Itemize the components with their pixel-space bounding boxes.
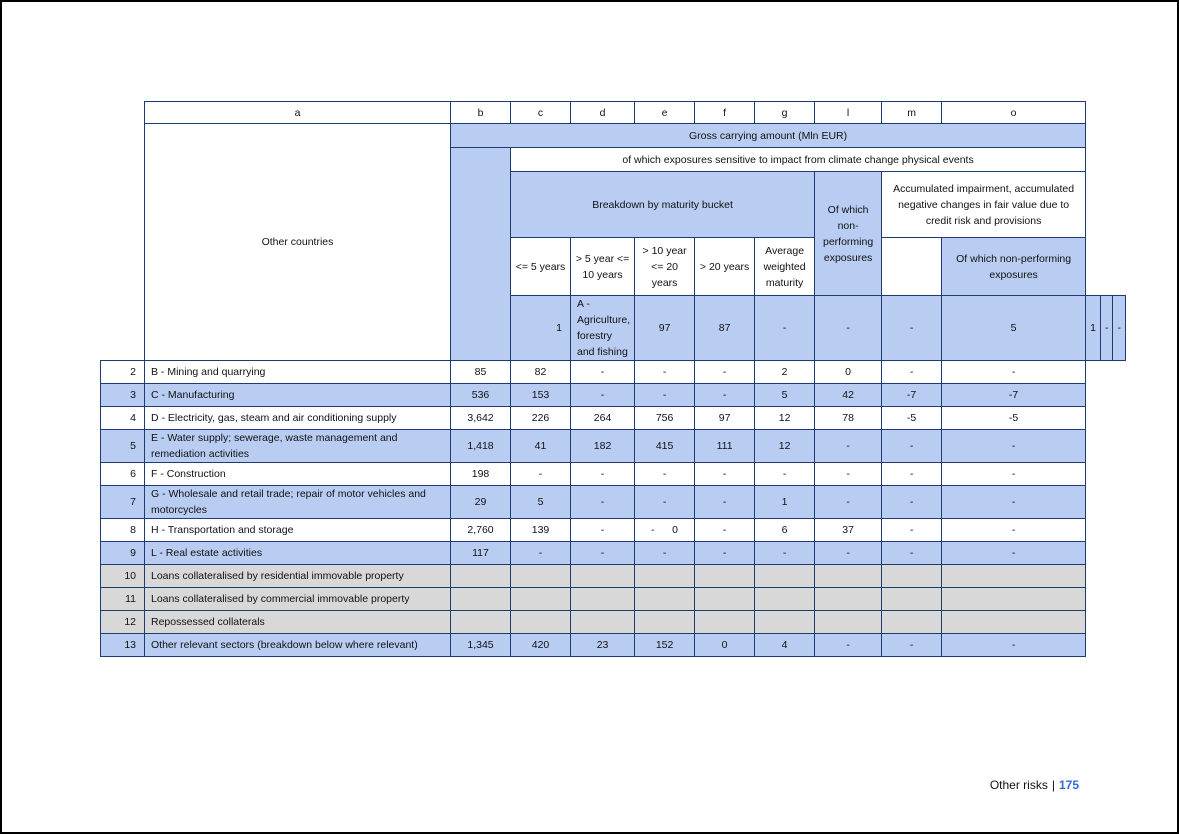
cell-e: - [635, 384, 695, 407]
column-letter-row [101, 102, 1126, 124]
cell-c [511, 588, 571, 611]
cell-o: - [942, 486, 1086, 519]
cell-d: - [571, 463, 635, 486]
cell-l: - [815, 634, 882, 657]
row-label: B - Mining and quarrying [145, 361, 451, 384]
cell-b: 85 [451, 361, 511, 384]
cell-f [695, 611, 755, 634]
row-label: Repossessed collaterals [145, 611, 451, 634]
column-letter: b [451, 102, 511, 124]
cell-m: -7 [882, 384, 942, 407]
page-footer [990, 778, 1079, 792]
cell-c [511, 611, 571, 634]
row-number: 10 [101, 565, 145, 588]
cell-g: - [755, 542, 815, 565]
cell-o: -5 [942, 407, 1086, 430]
cell-b: 3,642 [451, 407, 511, 430]
cell-e [635, 611, 695, 634]
cell-e [635, 588, 695, 611]
npe-header: Of which non-performing exposures [815, 172, 882, 296]
cell-g: 5 [942, 296, 1086, 361]
cell-m: - [1100, 296, 1113, 361]
table-row [101, 542, 1126, 565]
cell-e: - [635, 361, 695, 384]
cell-f: - [882, 296, 942, 361]
cell-d [571, 565, 635, 588]
cell-f: - [695, 519, 755, 542]
header-row-gross [101, 124, 1126, 148]
cell-d: - [571, 519, 635, 542]
bucket-header: Average weighted maturity [755, 238, 815, 296]
row-label: L - Real estate activities [145, 542, 451, 565]
cell-g [755, 565, 815, 588]
cell-g: 5 [755, 384, 815, 407]
cell-b: 117 [451, 542, 511, 565]
table-row [101, 430, 1126, 463]
cell-o: - [942, 542, 1086, 565]
cell-l [815, 588, 882, 611]
climate-exposure-table [100, 101, 1126, 657]
cell-e: - [635, 463, 695, 486]
cell-m: - [882, 430, 942, 463]
cell-e: 152 [635, 634, 695, 657]
table-row [101, 634, 1126, 657]
column-letter: d [571, 102, 635, 124]
row-number: 7 [101, 486, 145, 519]
cell-c: 153 [511, 384, 571, 407]
cell-o: - [942, 430, 1086, 463]
cell-l: 78 [815, 407, 882, 430]
gross-carrying-amount-header: Gross carrying amount (Mln EUR) [451, 124, 1086, 148]
cell-f [695, 588, 755, 611]
cell-d: - [755, 296, 815, 361]
row-label: E - Water supply; sewerage, waste management and remediation activities [145, 430, 451, 463]
cell-o: - [1113, 296, 1126, 361]
cell-d [571, 588, 635, 611]
cell-m: - [882, 519, 942, 542]
cell-l: - [815, 463, 882, 486]
table-row [101, 519, 1126, 542]
column-letter: f [695, 102, 755, 124]
row-label: G - Wholesale and retail trade; repair of motor vehicles and motorcycles [145, 486, 451, 519]
cell-l: 42 [815, 384, 882, 407]
cell-b: 97 [635, 296, 695, 361]
cell-c: 87 [695, 296, 755, 361]
row-number: 8 [101, 519, 145, 542]
cell-m: - [882, 463, 942, 486]
table-row [101, 565, 1126, 588]
cell-e: - [815, 296, 882, 361]
row-number: 9 [101, 542, 145, 565]
sensitive-exposures-header: of which exposures sensitive to impact from climate change physical events [511, 148, 1086, 172]
impairment-m-header-cell [882, 238, 942, 296]
cell-m [882, 588, 942, 611]
corner-cell [101, 102, 145, 124]
cell-b: 1,345 [451, 634, 511, 657]
row-number: 3 [101, 384, 145, 407]
cell-o: - [942, 463, 1086, 486]
row-number: 4 [101, 407, 145, 430]
column-letter: l [815, 102, 882, 124]
column-letter: o [942, 102, 1086, 124]
cell-g: 6 [755, 519, 815, 542]
cell-c: 420 [511, 634, 571, 657]
cell-e: 756 [635, 407, 695, 430]
cell-b: 1,418 [451, 430, 511, 463]
cell-f: - [695, 463, 755, 486]
column-letter: g [755, 102, 815, 124]
cell-l: - [815, 542, 882, 565]
cell-f: - [695, 384, 755, 407]
cell-g [755, 611, 815, 634]
cell-c: - [511, 542, 571, 565]
header-spacer [101, 124, 145, 361]
cell-o [942, 565, 1086, 588]
row-label: A - Agriculture, forestry and fishing [571, 296, 635, 361]
cell-b: 198 [451, 463, 511, 486]
cell-g: 12 [755, 407, 815, 430]
cell-l: 37 [815, 519, 882, 542]
table-row [101, 588, 1126, 611]
bucket-header: > 20 years [695, 238, 755, 296]
column-letter: e [635, 102, 695, 124]
cell-e: - [635, 542, 695, 565]
cell-l [815, 565, 882, 588]
cell-o: - [942, 519, 1086, 542]
cell-o: - [942, 361, 1086, 384]
table-row [101, 407, 1126, 430]
row-number: 13 [101, 634, 145, 657]
cell-d: 23 [571, 634, 635, 657]
cell-e: - 0 [635, 519, 695, 542]
impairment-header: Accumulated impairment, accumulated negative changes in fair value due to credit risk and provisions [882, 172, 1086, 238]
gross-b-header-cell [451, 148, 511, 361]
cell-f: 0 [695, 634, 755, 657]
row-number: 1 [511, 296, 571, 361]
cell-b: 29 [451, 486, 511, 519]
cell-e [635, 565, 695, 588]
cell-b [451, 565, 511, 588]
page-number: 175 [1058, 778, 1079, 792]
cell-g: 4 [755, 634, 815, 657]
column-letter: m [882, 102, 942, 124]
cell-l: - [815, 486, 882, 519]
table-row [101, 384, 1126, 407]
cell-c: 41 [511, 430, 571, 463]
row-label: C - Manufacturing [145, 384, 451, 407]
row-number: 5 [101, 430, 145, 463]
cell-g [755, 588, 815, 611]
row-number: 12 [101, 611, 145, 634]
section-name: Other risks [989, 778, 1048, 792]
cell-g: - [755, 463, 815, 486]
bucket-header: > 5 year <= 10 years [571, 238, 635, 296]
cell-b [451, 588, 511, 611]
cell-f: - [695, 542, 755, 565]
cell-m: - [882, 634, 942, 657]
cell-c: 139 [511, 519, 571, 542]
table-row [101, 486, 1126, 519]
table-row [101, 361, 1126, 384]
cell-o: -7 [942, 384, 1086, 407]
cell-m [882, 565, 942, 588]
cell-b [451, 611, 511, 634]
column-letter: a [145, 102, 451, 124]
footer-separator: | [1051, 778, 1055, 792]
cell-c: - [511, 463, 571, 486]
cell-f [695, 565, 755, 588]
cell-m: -5 [882, 407, 942, 430]
row-label: D - Electricity, gas, steam and air conditioning supply [145, 407, 451, 430]
cell-c: 5 [511, 486, 571, 519]
cell-m: - [882, 486, 942, 519]
cell-c: 82 [511, 361, 571, 384]
cell-l: 1 [1086, 296, 1101, 361]
cell-e: - [635, 486, 695, 519]
cell-d: 182 [571, 430, 635, 463]
cell-o: - [942, 634, 1086, 657]
cell-b: 536 [451, 384, 511, 407]
bucket-header: <= 5 years [511, 238, 571, 296]
cell-c [511, 565, 571, 588]
row-label: Loans collateralised by residential immovable property [145, 565, 451, 588]
cell-g: 1 [755, 486, 815, 519]
row-label: Loans collateralised by commercial immovable property [145, 588, 451, 611]
row-number: 6 [101, 463, 145, 486]
other-countries-header: Other countries [145, 124, 451, 361]
cell-o [942, 611, 1086, 634]
table-row [101, 463, 1126, 486]
impairment-npe-header: Of which non-performing exposures [942, 238, 1086, 296]
cell-b: 2,760 [451, 519, 511, 542]
cell-o [942, 588, 1086, 611]
cell-l: 0 [815, 361, 882, 384]
cell-m [882, 611, 942, 634]
cell-l: - [815, 430, 882, 463]
cell-d: - [571, 542, 635, 565]
cell-d: - [571, 361, 635, 384]
cell-l [815, 611, 882, 634]
row-label: H - Transportation and storage [145, 519, 451, 542]
row-label: F - Construction [145, 463, 451, 486]
cell-m: - [882, 361, 942, 384]
maturity-breakdown-header: Breakdown by maturity bucket [511, 172, 815, 238]
column-letter: c [511, 102, 571, 124]
table-row [101, 611, 1126, 634]
cell-d: 264 [571, 407, 635, 430]
cell-f: 111 [695, 430, 755, 463]
cell-d: - [571, 486, 635, 519]
bucket-header: > 10 year <= 20 years [635, 238, 695, 296]
cell-d: - [571, 384, 635, 407]
row-label: Other relevant sectors (breakdown below where relevant) [145, 634, 451, 657]
cell-g: 2 [755, 361, 815, 384]
cell-d [571, 611, 635, 634]
row-number: 2 [101, 361, 145, 384]
cell-g: 12 [755, 430, 815, 463]
cell-f: - [695, 361, 755, 384]
row-number: 11 [101, 588, 145, 611]
cell-c: 226 [511, 407, 571, 430]
cell-m: - [882, 542, 942, 565]
cell-f: - [695, 486, 755, 519]
cell-e: 415 [635, 430, 695, 463]
cell-f: 97 [695, 407, 755, 430]
